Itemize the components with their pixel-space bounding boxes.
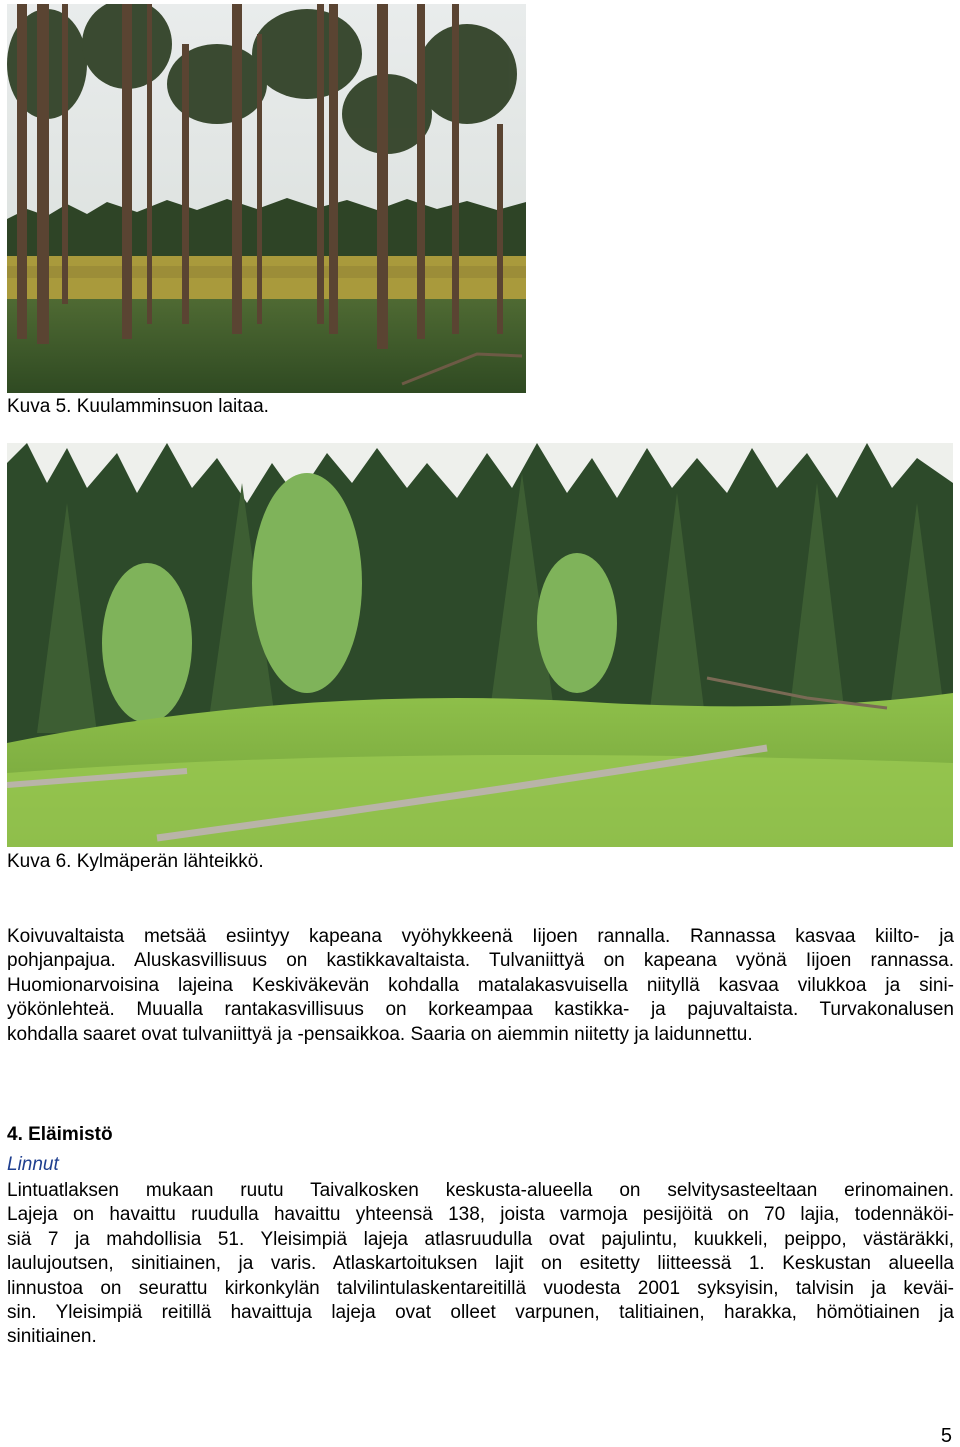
photo-spring-meadow-image: [7, 443, 953, 847]
section-heading: 4. Eläimistö: [7, 1124, 113, 1145]
paragraph-vegetation: [7, 925, 954, 1047]
paragraph-line: kohdalla saaret ovat tulvaniittyä ja -pensaikkoa. Saaria on aiemmin niitetty ja laidunnettu.: [7, 1023, 753, 1045]
page-number: 5: [940, 1425, 952, 1447]
paragraph-line: siä 7 ja mahdollisia 51. Yleisimpiä lajeja atlasruudulla ovat pajulintu, kuukkeli, peippo, västäräkki,: [7, 1228, 954, 1250]
paragraph-line: sinitiainen.: [7, 1326, 97, 1348]
paragraph-line: Koivuvaltaista metsää esiintyy kapeana vyöhykkeenä Iijoen rannalla. Rannassa kasvaa kiilto- ja: [7, 926, 954, 947]
photo-pine-forest-image: [7, 4, 526, 393]
paragraph-birds: [7, 1179, 954, 1350]
photo-spring-meadow: [7, 443, 953, 847]
photo-pine-forest: [7, 4, 526, 393]
paragraph-line: yökönlehteä. Muualla rantakasvillisuus on korkeampaa kastikka- ja pajuvaltaista. Turvakonalusen: [7, 999, 954, 1021]
paragraph-line: Lajeja on havaittu ruudulla havaittu yhteensä 138, joista varmoja pesijöitä on 70 lajia, todennäköi-: [7, 1204, 954, 1226]
paragraph-line: Lintuatlaksen mukaan ruutu Taivalkosken keskusta-alueella on selvitysasteeltaan erinomainen.: [7, 1180, 954, 1201]
section-subheading: Linnut: [7, 1154, 59, 1175]
figure-caption: Kuva 5. Kuulamminsuon laitaa.: [7, 396, 269, 417]
paragraph-line: Huomionarvoisina lajeina Keskiväkevän kohdalla matalakasvuisella niityllä kasvaa vilukkoa ja sini-: [7, 974, 954, 996]
paragraph-line: linnustoa on seurattu kirkonkylän talvilintulaskentareitillä vuodesta 2001 syksyisin, talvisin ja keväi-: [7, 1277, 954, 1299]
figure-caption: Kuva 6. Kylmäperän lähteikkö.: [7, 851, 264, 872]
paragraph-line: pohjanpajua. Aluskasvillisuus on kastikkavaltaista. Tulvaniittyä on kapeana vyönä Iijoen rannassa.: [7, 950, 954, 972]
paragraph-line: sin. Yleisimpiä reitillä havaittuja lajeja ovat olleet varpunen, talitiainen, harakka, hömötiainen ja: [7, 1302, 954, 1324]
paragraph-line: laulujoutsen, sinitiainen, ja varis. Atlaskartoituksen lajit on esitetty liitteessä 1. Keskustan alueella: [7, 1253, 954, 1275]
